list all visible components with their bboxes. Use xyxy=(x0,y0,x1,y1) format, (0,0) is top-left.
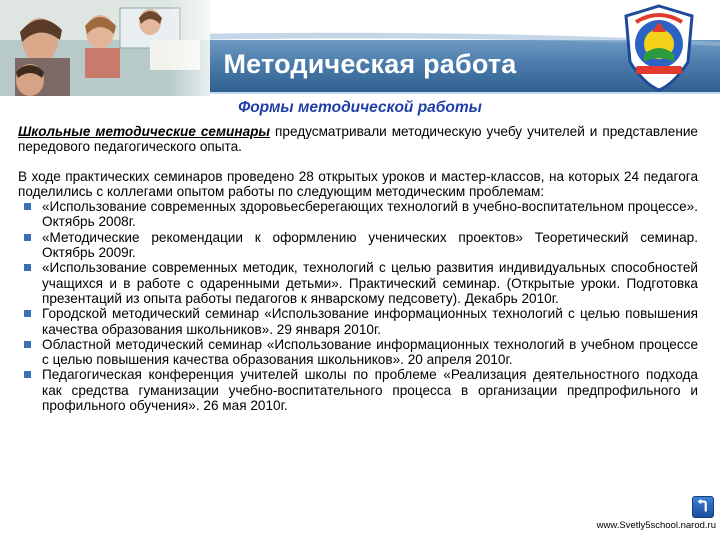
students-photo xyxy=(0,0,210,96)
seminars-paragraph: В ходе практических семинаров проведено 28 открытых уроков и мастер-классов, на которых 24 педагога поделились с коллегами опытом работы по следующим методическим проблемам: xyxy=(18,168,698,199)
seminar-list xyxy=(18,199,698,413)
square-bullet-icon xyxy=(24,371,31,378)
square-bullet-icon xyxy=(24,203,31,210)
header-band xyxy=(0,0,720,96)
square-bullet-icon xyxy=(24,234,31,241)
page-title: Методическая работа xyxy=(223,49,517,79)
content-body xyxy=(18,124,698,413)
list-item: Педагогическая конференция учителей школы по проблеме «Реализация деятельностного подхода как средства гуманизации учебно-воспитательного процесса в организации предпрофильного и профильного обучения». 26 мая 2010г. xyxy=(42,367,698,413)
square-bullet-icon xyxy=(24,341,31,348)
square-bullet-icon xyxy=(24,310,31,317)
square-bullet-icon xyxy=(24,264,31,271)
list-item: «Использование современных здоровьесберегающих технологий в учебно-воспитательном процессе». Октябрь 2008г. xyxy=(42,199,698,230)
return-arrow-icon xyxy=(693,497,713,517)
intro-term: Школьные методические семинары xyxy=(18,124,271,139)
return-button[interactable] xyxy=(692,496,714,518)
list-item: Областной методический семинар «Использование информационных технологий в учебном процессе с целью повышения качества образования школьников». 20 апреля 2010г. xyxy=(42,337,698,368)
subtitle: Формы методической работы xyxy=(238,99,482,116)
footer-url[interactable]: www.Svetly5school.narod.ru xyxy=(596,520,716,531)
list-item: «Использование современных методик, технологий с целью развития индивидуальных способностей учащихся и в работе с одаренными детьми». Практический семинар. (Открытые уроки. Подготовка презентаций из опыта работы педагогов к январскому педсовету). Декабрь 2010г. xyxy=(42,260,698,306)
intro-paragraph xyxy=(18,124,698,155)
intro-text: предусматривали методическую учебу учителей и представление передового педагогического опыта. xyxy=(18,124,698,155)
list-item: «Методические рекомендации к оформлению ученических проектов» Теоретический семинар. Октябрь 2009г. xyxy=(42,230,698,261)
list-item: Городской методический семинар «Использование информационных технологий с целью повышения качества образования школьников». 29 января 2010г. xyxy=(42,306,698,337)
school-emblem xyxy=(622,2,696,92)
